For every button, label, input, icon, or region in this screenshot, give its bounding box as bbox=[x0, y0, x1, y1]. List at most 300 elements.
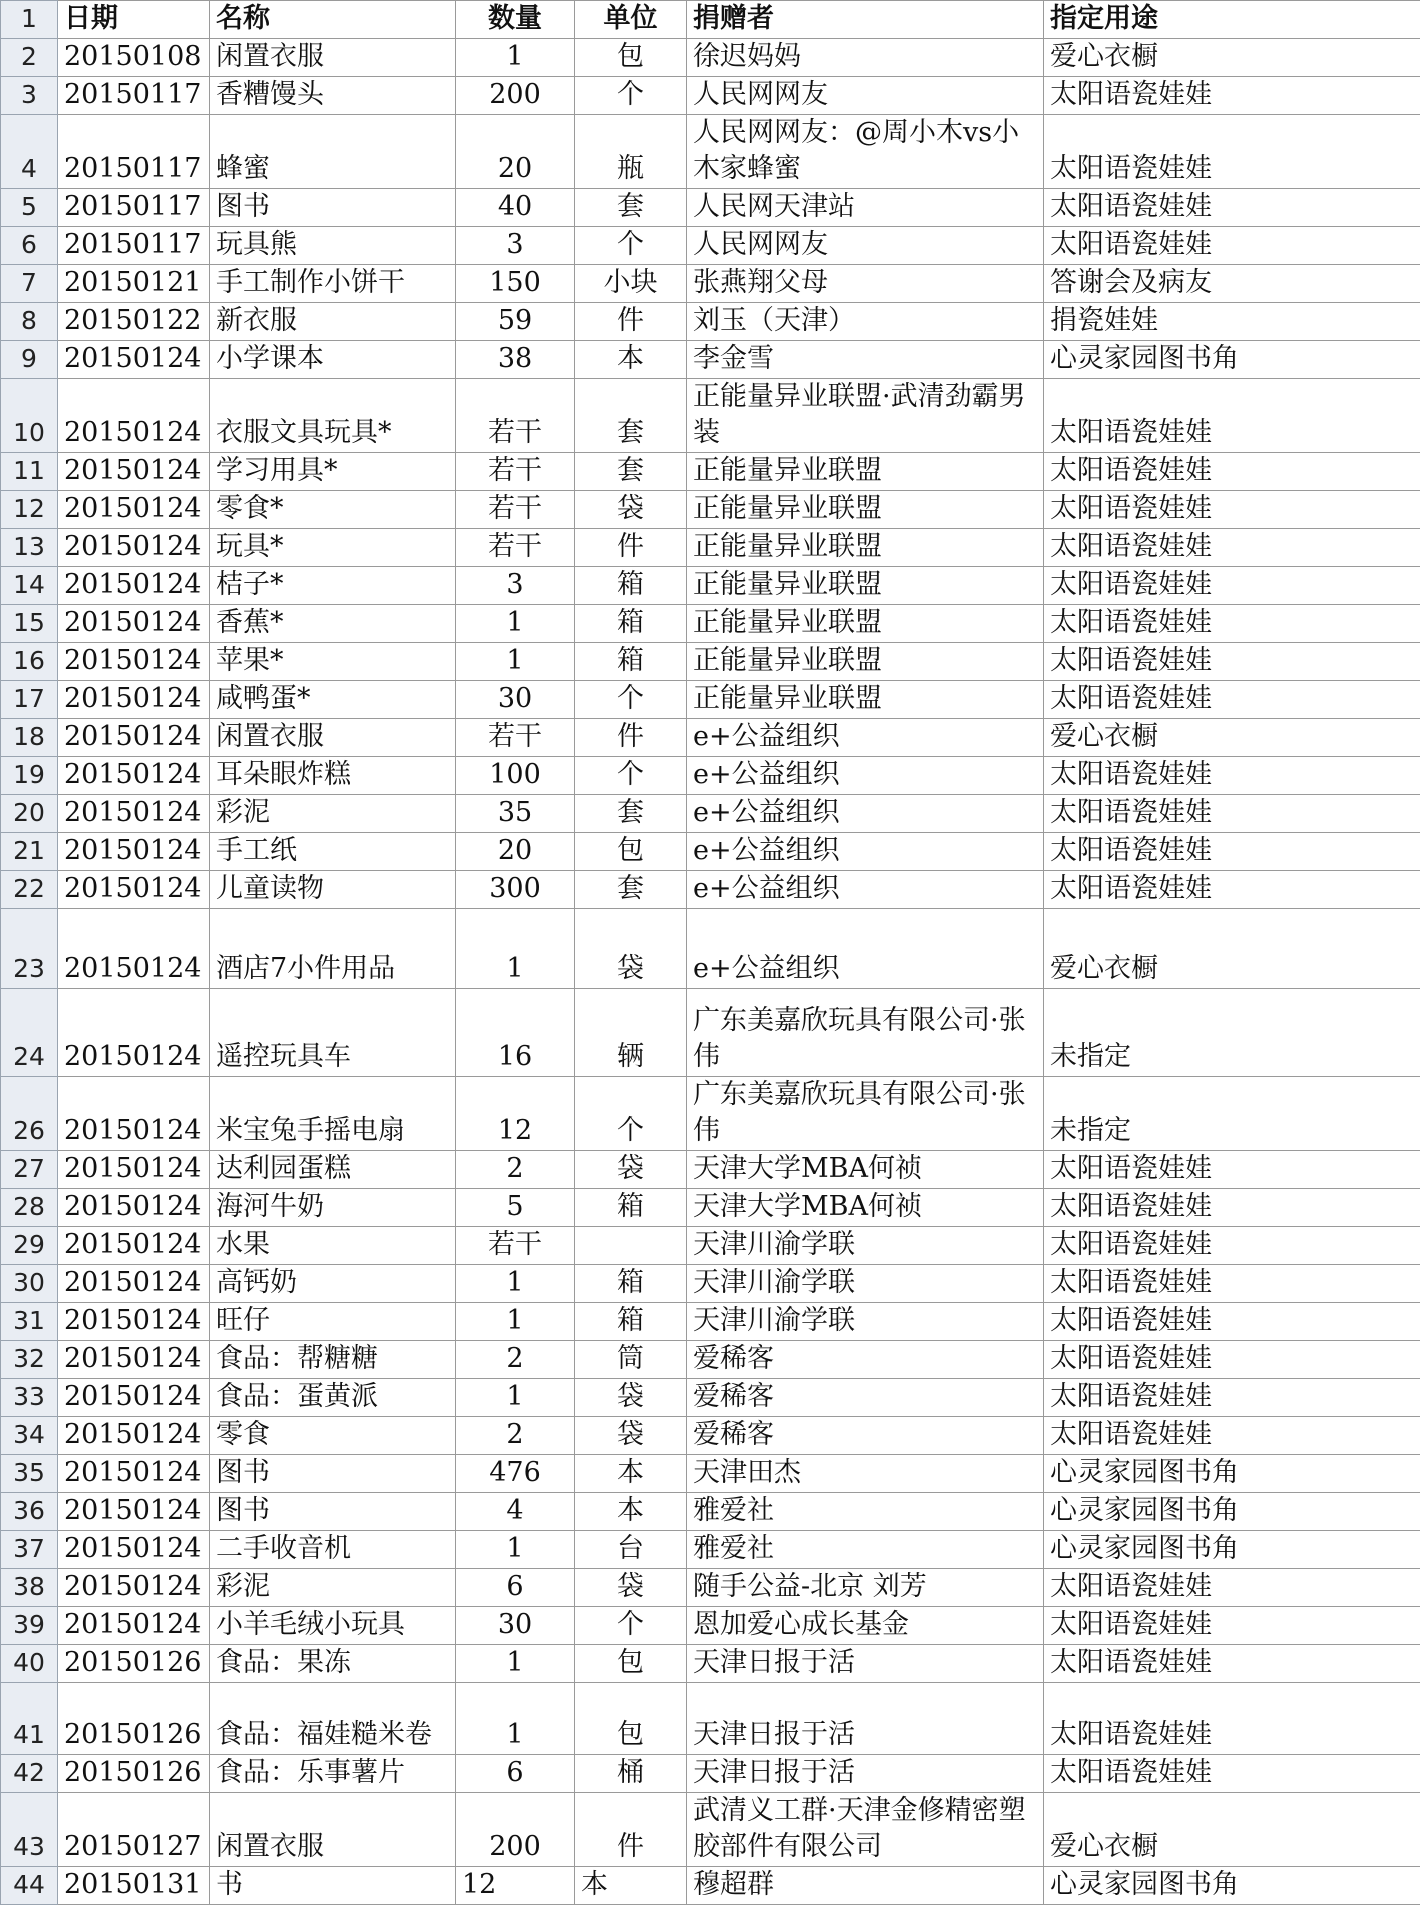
cell-use[interactable]: 心灵家园图书角 bbox=[1044, 1493, 1420, 1531]
cell-use[interactable]: 答谢会及病友 bbox=[1044, 265, 1420, 303]
row-number[interactable]: 24 bbox=[1, 989, 58, 1077]
row-number[interactable]: 30 bbox=[1, 1265, 58, 1303]
row-number[interactable]: 26 bbox=[1, 1077, 58, 1151]
cell-unit[interactable]: 袋 bbox=[575, 1379, 687, 1417]
cell-unit[interactable]: 本 bbox=[575, 1493, 687, 1531]
cell-date[interactable]: 20150121 bbox=[58, 265, 210, 303]
cell-unit[interactable]: 包 bbox=[575, 833, 687, 871]
cell-unit[interactable]: 袋 bbox=[575, 1569, 687, 1607]
cell-quantity[interactable]: 200 bbox=[456, 77, 575, 115]
cell-use[interactable]: 太阳语瓷娃娃 bbox=[1044, 1303, 1420, 1341]
cell-donor[interactable]: 恩加爱心成长基金 bbox=[687, 1607, 1044, 1645]
cell-unit[interactable]: 辆 bbox=[575, 989, 687, 1077]
cell-date[interactable]: 20150117 bbox=[58, 189, 210, 227]
row-number[interactable]: 20 bbox=[1, 795, 58, 833]
cell-date[interactable]: 20150124 bbox=[58, 795, 210, 833]
cell-quantity[interactable]: 若干 bbox=[456, 379, 575, 453]
row-number[interactable]: 40 bbox=[1, 1645, 58, 1683]
row-number[interactable]: 18 bbox=[1, 719, 58, 757]
cell-use[interactable]: 心灵家园图书角 bbox=[1044, 1455, 1420, 1493]
cell-name[interactable]: 手工制作小饼干 bbox=[210, 265, 456, 303]
cell-quantity[interactable]: 若干 bbox=[456, 491, 575, 529]
cell-unit[interactable]: 袋 bbox=[575, 909, 687, 989]
cell-use[interactable]: 太阳语瓷娃娃 bbox=[1044, 1569, 1420, 1607]
cell-quantity[interactable]: 3 bbox=[456, 567, 575, 605]
cell-date[interactable]: 20150124 bbox=[58, 1455, 210, 1493]
cell-donor[interactable]: 正能量异业联盟 bbox=[687, 491, 1044, 529]
cell-use[interactable]: 太阳语瓷娃娃 bbox=[1044, 1683, 1420, 1755]
cell-date[interactable]: 20150124 bbox=[58, 529, 210, 567]
cell-name[interactable]: 二手收音机 bbox=[210, 1531, 456, 1569]
cell-date[interactable]: 20150126 bbox=[58, 1645, 210, 1683]
cell-unit[interactable]: 套 bbox=[575, 453, 687, 491]
cell-use[interactable]: 心灵家园图书角 bbox=[1044, 1867, 1420, 1905]
cell-donor[interactable]: 天津日报于活 bbox=[687, 1755, 1044, 1793]
cell-donor[interactable]: 雅爱社 bbox=[687, 1531, 1044, 1569]
cell-use[interactable]: 太阳语瓷娃娃 bbox=[1044, 189, 1420, 227]
cell-name[interactable]: 彩泥 bbox=[210, 795, 456, 833]
cell-name[interactable]: 手工纸 bbox=[210, 833, 456, 871]
row-number[interactable]: 7 bbox=[1, 265, 58, 303]
cell-name[interactable]: 桔子* bbox=[210, 567, 456, 605]
cell-name[interactable]: 衣服文具玩具* bbox=[210, 379, 456, 453]
cell-unit[interactable]: 个 bbox=[575, 227, 687, 265]
cell-date[interactable]: 20150108 bbox=[58, 39, 210, 77]
row-number[interactable]: 32 bbox=[1, 1341, 58, 1379]
cell-quantity[interactable]: 30 bbox=[456, 681, 575, 719]
cell-date[interactable]: 20150124 bbox=[58, 1151, 210, 1189]
cell-name[interactable]: 小羊毛绒小玩具 bbox=[210, 1607, 456, 1645]
cell-quantity[interactable]: 1 bbox=[456, 909, 575, 989]
cell-quantity[interactable]: 59 bbox=[456, 303, 575, 341]
cell-unit[interactable]: 箱 bbox=[575, 605, 687, 643]
cell-date[interactable]: 20150124 bbox=[58, 1607, 210, 1645]
cell-quantity[interactable]: 476 bbox=[456, 1455, 575, 1493]
cell-quantity[interactable]: 4 bbox=[456, 1493, 575, 1531]
row-number[interactable]: 42 bbox=[1, 1755, 58, 1793]
cell-use[interactable]: 捐瓷娃娃 bbox=[1044, 303, 1420, 341]
cell-donor[interactable]: e+公益组织 bbox=[687, 719, 1044, 757]
row-number[interactable]: 41 bbox=[1, 1683, 58, 1755]
column-header-unit[interactable]: 单位 bbox=[575, 1, 687, 39]
cell-use[interactable]: 心灵家园图书角 bbox=[1044, 341, 1420, 379]
cell-quantity[interactable]: 1 bbox=[456, 1379, 575, 1417]
cell-quantity[interactable]: 40 bbox=[456, 189, 575, 227]
cell-unit[interactable]: 小块 bbox=[575, 265, 687, 303]
cell-unit[interactable]: 个 bbox=[575, 1607, 687, 1645]
cell-quantity[interactable]: 200 bbox=[456, 1793, 575, 1867]
cell-name[interactable]: 书 bbox=[210, 1867, 456, 1905]
cell-name[interactable]: 食品：果冻 bbox=[210, 1645, 456, 1683]
cell-name[interactable]: 香蕉* bbox=[210, 605, 456, 643]
cell-quantity[interactable]: 1 bbox=[456, 1531, 575, 1569]
cell-name[interactable]: 高钙奶 bbox=[210, 1265, 456, 1303]
cell-use[interactable]: 太阳语瓷娃娃 bbox=[1044, 833, 1420, 871]
cell-name[interactable]: 玩具* bbox=[210, 529, 456, 567]
cell-date[interactable]: 20150124 bbox=[58, 1569, 210, 1607]
cell-donor[interactable]: 雅爱社 bbox=[687, 1493, 1044, 1531]
cell-use[interactable]: 太阳语瓷娃娃 bbox=[1044, 529, 1420, 567]
cell-name[interactable]: 闲置衣服 bbox=[210, 1793, 456, 1867]
cell-use[interactable]: 太阳语瓷娃娃 bbox=[1044, 567, 1420, 605]
cell-use[interactable]: 太阳语瓷娃娃 bbox=[1044, 227, 1420, 265]
cell-use[interactable]: 太阳语瓷娃娃 bbox=[1044, 1417, 1420, 1455]
row-number[interactable]: 2 bbox=[1, 39, 58, 77]
cell-use[interactable]: 太阳语瓷娃娃 bbox=[1044, 1755, 1420, 1793]
cell-date[interactable]: 20150124 bbox=[58, 1189, 210, 1227]
cell-unit[interactable] bbox=[575, 1227, 687, 1265]
row-number[interactable]: 16 bbox=[1, 643, 58, 681]
column-header-use[interactable]: 指定用途 bbox=[1044, 1, 1420, 39]
cell-quantity[interactable]: 6 bbox=[456, 1755, 575, 1793]
cell-use[interactable]: 太阳语瓷娃娃 bbox=[1044, 491, 1420, 529]
cell-date[interactable]: 20150124 bbox=[58, 1379, 210, 1417]
cell-name[interactable]: 香糟馒头 bbox=[210, 77, 456, 115]
cell-name[interactable]: 遥控玩具车 bbox=[210, 989, 456, 1077]
cell-donor[interactable]: 正能量异业联盟 bbox=[687, 567, 1044, 605]
cell-unit[interactable]: 箱 bbox=[575, 1303, 687, 1341]
cell-quantity[interactable]: 若干 bbox=[456, 453, 575, 491]
cell-date[interactable]: 20150122 bbox=[58, 303, 210, 341]
cell-unit[interactable]: 本 bbox=[575, 1867, 687, 1905]
cell-quantity[interactable]: 35 bbox=[456, 795, 575, 833]
cell-donor[interactable]: e+公益组织 bbox=[687, 795, 1044, 833]
cell-date[interactable]: 20150124 bbox=[58, 1303, 210, 1341]
cell-donor[interactable]: e+公益组织 bbox=[687, 833, 1044, 871]
cell-use[interactable]: 太阳语瓷娃娃 bbox=[1044, 1607, 1420, 1645]
cell-date[interactable]: 20150124 bbox=[58, 989, 210, 1077]
cell-quantity[interactable]: 5 bbox=[456, 1189, 575, 1227]
cell-name[interactable]: 玩具熊 bbox=[210, 227, 456, 265]
cell-use[interactable]: 太阳语瓷娃娃 bbox=[1044, 681, 1420, 719]
row-number[interactable]: 13 bbox=[1, 529, 58, 567]
cell-quantity[interactable]: 20 bbox=[456, 115, 575, 189]
row-number[interactable]: 21 bbox=[1, 833, 58, 871]
cell-date[interactable]: 20150117 bbox=[58, 77, 210, 115]
cell-unit[interactable]: 台 bbox=[575, 1531, 687, 1569]
cell-name[interactable]: 食品：帮糖糖 bbox=[210, 1341, 456, 1379]
cell-quantity[interactable]: 30 bbox=[456, 1607, 575, 1645]
row-number[interactable]: 12 bbox=[1, 491, 58, 529]
cell-quantity[interactable]: 16 bbox=[456, 989, 575, 1077]
cell-donor[interactable]: 天津大学MBA何祯 bbox=[687, 1151, 1044, 1189]
cell-donor[interactable]: 刘玉（天津） bbox=[687, 303, 1044, 341]
cell-name[interactable]: 食品：福娃糙米卷 bbox=[210, 1683, 456, 1755]
cell-date[interactable]: 20150124 bbox=[58, 681, 210, 719]
cell-date[interactable]: 20150124 bbox=[58, 1265, 210, 1303]
cell-unit[interactable]: 套 bbox=[575, 795, 687, 833]
cell-date[interactable]: 20150124 bbox=[58, 833, 210, 871]
row-number[interactable]: 31 bbox=[1, 1303, 58, 1341]
cell-unit[interactable]: 件 bbox=[575, 1793, 687, 1867]
cell-date[interactable]: 20150117 bbox=[58, 115, 210, 189]
cell-quantity[interactable]: 1 bbox=[456, 39, 575, 77]
cell-quantity[interactable]: 1 bbox=[456, 1265, 575, 1303]
cell-donor[interactable]: 徐迟妈妈 bbox=[687, 39, 1044, 77]
cell-unit[interactable]: 包 bbox=[575, 39, 687, 77]
cell-date[interactable]: 20150124 bbox=[58, 719, 210, 757]
row-number[interactable]: 10 bbox=[1, 379, 58, 453]
cell-use[interactable]: 未指定 bbox=[1044, 989, 1420, 1077]
row-number[interactable]: 39 bbox=[1, 1607, 58, 1645]
row-number[interactable]: 19 bbox=[1, 757, 58, 795]
cell-unit[interactable]: 箱 bbox=[575, 643, 687, 681]
cell-name[interactable]: 酒店7小件用品 bbox=[210, 909, 456, 989]
cell-name[interactable]: 旺仔 bbox=[210, 1303, 456, 1341]
cell-date[interactable]: 20150117 bbox=[58, 227, 210, 265]
cell-name[interactable]: 食品：乐事薯片 bbox=[210, 1755, 456, 1793]
cell-name[interactable]: 水果 bbox=[210, 1227, 456, 1265]
cell-name[interactable]: 彩泥 bbox=[210, 1569, 456, 1607]
cell-donor[interactable]: 天津川渝学联 bbox=[687, 1227, 1044, 1265]
cell-date[interactable]: 20150126 bbox=[58, 1683, 210, 1755]
row-number[interactable]: 8 bbox=[1, 303, 58, 341]
cell-donor[interactable]: 穆超群 bbox=[687, 1867, 1044, 1905]
cell-unit[interactable]: 箱 bbox=[575, 1265, 687, 1303]
column-header-quantity[interactable]: 数量 bbox=[456, 1, 575, 39]
row-number[interactable]: 14 bbox=[1, 567, 58, 605]
cell-donor[interactable]: 天津大学MBA何祯 bbox=[687, 1189, 1044, 1227]
cell-date[interactable]: 20150127 bbox=[58, 1793, 210, 1867]
row-number[interactable]: 28 bbox=[1, 1189, 58, 1227]
cell-use[interactable]: 爱心衣橱 bbox=[1044, 909, 1420, 989]
cell-use[interactable]: 太阳语瓷娃娃 bbox=[1044, 1645, 1420, 1683]
cell-name[interactable]: 闲置衣服 bbox=[210, 719, 456, 757]
cell-unit[interactable]: 筒 bbox=[575, 1341, 687, 1379]
cell-unit[interactable]: 本 bbox=[575, 1455, 687, 1493]
cell-date[interactable]: 20150124 bbox=[58, 605, 210, 643]
cell-quantity[interactable]: 若干 bbox=[456, 1227, 575, 1265]
cell-name[interactable]: 食品：蛋黄派 bbox=[210, 1379, 456, 1417]
cell-quantity[interactable]: 2 bbox=[456, 1341, 575, 1379]
cell-use[interactable]: 太阳语瓷娃娃 bbox=[1044, 757, 1420, 795]
cell-unit[interactable]: 件 bbox=[575, 719, 687, 757]
cell-use[interactable]: 太阳语瓷娃娃 bbox=[1044, 453, 1420, 491]
cell-donor[interactable]: 正能量异业联盟 bbox=[687, 453, 1044, 491]
cell-name[interactable]: 蜂蜜 bbox=[210, 115, 456, 189]
cell-name[interactable]: 图书 bbox=[210, 189, 456, 227]
row-number[interactable]: 23 bbox=[1, 909, 58, 989]
row-number[interactable]: 9 bbox=[1, 341, 58, 379]
cell-donor[interactable]: 广东美嘉欣玩具有限公司·张伟 bbox=[687, 989, 1044, 1077]
cell-quantity[interactable]: 2 bbox=[456, 1417, 575, 1455]
cell-quantity[interactable]: 若干 bbox=[456, 719, 575, 757]
cell-date[interactable]: 20150131 bbox=[58, 1867, 210, 1905]
cell-date[interactable]: 20150124 bbox=[58, 871, 210, 909]
cell-donor[interactable]: 正能量异业联盟·武清劲霸男装 bbox=[687, 379, 1044, 453]
row-number[interactable]: 36 bbox=[1, 1493, 58, 1531]
cell-donor[interactable]: 爱稀客 bbox=[687, 1341, 1044, 1379]
cell-quantity[interactable]: 3 bbox=[456, 227, 575, 265]
cell-date[interactable]: 20150124 bbox=[58, 1531, 210, 1569]
cell-name[interactable]: 儿童读物 bbox=[210, 871, 456, 909]
row-number[interactable]: 43 bbox=[1, 1793, 58, 1867]
cell-quantity[interactable]: 12 bbox=[456, 1077, 575, 1151]
cell-date[interactable]: 20150124 bbox=[58, 757, 210, 795]
cell-use[interactable]: 太阳语瓷娃娃 bbox=[1044, 77, 1420, 115]
cell-donor[interactable]: e+公益组织 bbox=[687, 909, 1044, 989]
cell-date[interactable]: 20150124 bbox=[58, 909, 210, 989]
cell-name[interactable]: 海河牛奶 bbox=[210, 1189, 456, 1227]
column-header-donor[interactable]: 捐赠者 bbox=[687, 1, 1044, 39]
cell-use[interactable]: 太阳语瓷娃娃 bbox=[1044, 1341, 1420, 1379]
cell-date[interactable]: 20150124 bbox=[58, 1493, 210, 1531]
cell-use[interactable]: 太阳语瓷娃娃 bbox=[1044, 1379, 1420, 1417]
cell-donor[interactable]: 正能量异业联盟 bbox=[687, 529, 1044, 567]
cell-unit[interactable]: 箱 bbox=[575, 1189, 687, 1227]
cell-quantity[interactable]: 6 bbox=[456, 1569, 575, 1607]
cell-name[interactable]: 达利园蛋糕 bbox=[210, 1151, 456, 1189]
cell-quantity[interactable]: 1 bbox=[456, 1683, 575, 1755]
cell-donor[interactable]: 人民网网友 bbox=[687, 227, 1044, 265]
cell-date[interactable]: 20150124 bbox=[58, 1417, 210, 1455]
cell-unit[interactable]: 套 bbox=[575, 189, 687, 227]
cell-unit[interactable]: 包 bbox=[575, 1645, 687, 1683]
cell-donor[interactable]: 李金雪 bbox=[687, 341, 1044, 379]
cell-quantity[interactable]: 300 bbox=[456, 871, 575, 909]
cell-donor[interactable]: 天津日报于活 bbox=[687, 1683, 1044, 1755]
row-number[interactable]: 17 bbox=[1, 681, 58, 719]
cell-unit[interactable]: 袋 bbox=[575, 1417, 687, 1455]
cell-quantity[interactable]: 2 bbox=[456, 1151, 575, 1189]
row-number[interactable]: 3 bbox=[1, 77, 58, 115]
cell-name[interactable]: 耳朵眼炸糕 bbox=[210, 757, 456, 795]
cell-date[interactable]: 20150124 bbox=[58, 379, 210, 453]
cell-date[interactable]: 20150124 bbox=[58, 491, 210, 529]
cell-name[interactable]: 零食 bbox=[210, 1417, 456, 1455]
cell-donor[interactable]: 正能量异业联盟 bbox=[687, 643, 1044, 681]
row-number[interactable]: 4 bbox=[1, 115, 58, 189]
cell-unit[interactable]: 瓶 bbox=[575, 115, 687, 189]
cell-unit[interactable]: 包 bbox=[575, 1683, 687, 1755]
cell-name[interactable]: 米宝兔手摇电扇 bbox=[210, 1077, 456, 1151]
cell-name[interactable]: 学习用具* bbox=[210, 453, 456, 491]
row-number[interactable]: 29 bbox=[1, 1227, 58, 1265]
cell-donor[interactable]: 正能量异业联盟 bbox=[687, 605, 1044, 643]
cell-donor[interactable]: 天津田杰 bbox=[687, 1455, 1044, 1493]
row-number[interactable]: 27 bbox=[1, 1151, 58, 1189]
cell-donor[interactable]: 天津日报于活 bbox=[687, 1645, 1044, 1683]
cell-use[interactable]: 太阳语瓷娃娃 bbox=[1044, 379, 1420, 453]
cell-donor[interactable]: 天津川渝学联 bbox=[687, 1265, 1044, 1303]
row-number[interactable]: 11 bbox=[1, 453, 58, 491]
cell-donor[interactable]: 人民网天津站 bbox=[687, 189, 1044, 227]
cell-quantity[interactable]: 1 bbox=[456, 643, 575, 681]
cell-unit[interactable]: 袋 bbox=[575, 1151, 687, 1189]
cell-date[interactable]: 20150124 bbox=[58, 341, 210, 379]
cell-donor[interactable]: 张燕翔父母 bbox=[687, 265, 1044, 303]
cell-name[interactable]: 图书 bbox=[210, 1493, 456, 1531]
cell-donor[interactable]: 人民网网友：@周小木vs小木家蜂蜜 bbox=[687, 115, 1044, 189]
row-number[interactable]: 15 bbox=[1, 605, 58, 643]
cell-date[interactable]: 20150126 bbox=[58, 1755, 210, 1793]
cell-unit[interactable]: 个 bbox=[575, 757, 687, 795]
cell-name[interactable]: 零食* bbox=[210, 491, 456, 529]
cell-donor[interactable]: 随手公益-北京 刘芳 bbox=[687, 1569, 1044, 1607]
row-number[interactable]: 37 bbox=[1, 1531, 58, 1569]
cell-use[interactable]: 太阳语瓷娃娃 bbox=[1044, 871, 1420, 909]
cell-donor[interactable]: 广东美嘉欣玩具有限公司·张伟 bbox=[687, 1077, 1044, 1151]
row-number[interactable]: 6 bbox=[1, 227, 58, 265]
row-number[interactable]: 34 bbox=[1, 1417, 58, 1455]
cell-use[interactable]: 爱心衣橱 bbox=[1044, 719, 1420, 757]
cell-date[interactable]: 20150124 bbox=[58, 1341, 210, 1379]
cell-use[interactable]: 太阳语瓷娃娃 bbox=[1044, 795, 1420, 833]
cell-unit[interactable]: 桶 bbox=[575, 1755, 687, 1793]
cell-quantity[interactable]: 38 bbox=[456, 341, 575, 379]
cell-unit[interactable]: 套 bbox=[575, 871, 687, 909]
cell-use[interactable]: 太阳语瓷娃娃 bbox=[1044, 1265, 1420, 1303]
cell-quantity[interactable]: 150 bbox=[456, 265, 575, 303]
cell-use[interactable]: 爱心衣橱 bbox=[1044, 39, 1420, 77]
row-number[interactable]: 38 bbox=[1, 1569, 58, 1607]
cell-unit[interactable]: 套 bbox=[575, 379, 687, 453]
cell-use[interactable]: 太阳语瓷娃娃 bbox=[1044, 115, 1420, 189]
cell-unit[interactable]: 袋 bbox=[575, 491, 687, 529]
cell-quantity[interactable]: 1 bbox=[456, 1645, 575, 1683]
cell-donor[interactable]: 爱稀客 bbox=[687, 1417, 1044, 1455]
cell-unit[interactable]: 个 bbox=[575, 77, 687, 115]
cell-use[interactable]: 太阳语瓷娃娃 bbox=[1044, 1189, 1420, 1227]
cell-name[interactable]: 新衣服 bbox=[210, 303, 456, 341]
cell-name[interactable]: 苹果* bbox=[210, 643, 456, 681]
cell-unit[interactable]: 本 bbox=[575, 341, 687, 379]
cell-quantity[interactable]: 若干 bbox=[456, 529, 575, 567]
cell-use[interactable]: 太阳语瓷娃娃 bbox=[1044, 1151, 1420, 1189]
cell-use[interactable]: 爱心衣橱 bbox=[1044, 1793, 1420, 1867]
cell-name[interactable]: 闲置衣服 bbox=[210, 39, 456, 77]
cell-quantity[interactable]: 1 bbox=[456, 1303, 575, 1341]
cell-date[interactable]: 20150124 bbox=[58, 643, 210, 681]
cell-unit[interactable]: 个 bbox=[575, 681, 687, 719]
row-number[interactable]: 33 bbox=[1, 1379, 58, 1417]
column-header-date[interactable]: 日期 bbox=[58, 1, 210, 39]
cell-use[interactable]: 太阳语瓷娃娃 bbox=[1044, 605, 1420, 643]
cell-use[interactable]: 太阳语瓷娃娃 bbox=[1044, 1227, 1420, 1265]
cell-donor[interactable]: e+公益组织 bbox=[687, 757, 1044, 795]
cell-quantity[interactable]: 20 bbox=[456, 833, 575, 871]
cell-donor[interactable]: 武清义工群·天津金修精密塑胶部件有限公司 bbox=[687, 1793, 1044, 1867]
cell-name[interactable]: 图书 bbox=[210, 1455, 456, 1493]
cell-date[interactable]: 20150124 bbox=[58, 453, 210, 491]
cell-use[interactable]: 太阳语瓷娃娃 bbox=[1044, 643, 1420, 681]
cell-donor[interactable]: e+公益组织 bbox=[687, 871, 1044, 909]
cell-use[interactable]: 未指定 bbox=[1044, 1077, 1420, 1151]
cell-date[interactable]: 20150124 bbox=[58, 1077, 210, 1151]
row-number[interactable]: 22 bbox=[1, 871, 58, 909]
cell-date[interactable]: 20150124 bbox=[58, 567, 210, 605]
row-number[interactable]: 35 bbox=[1, 1455, 58, 1493]
cell-unit[interactable]: 件 bbox=[575, 529, 687, 567]
row-number[interactable]: 5 bbox=[1, 189, 58, 227]
cell-name[interactable]: 咸鸭蛋* bbox=[210, 681, 456, 719]
cell-name[interactable]: 小学课本 bbox=[210, 341, 456, 379]
column-header-name[interactable]: 名称 bbox=[210, 1, 456, 39]
cell-donor[interactable]: 正能量异业联盟 bbox=[687, 681, 1044, 719]
cell-donor[interactable]: 人民网网友 bbox=[687, 77, 1044, 115]
cell-quantity[interactable]: 100 bbox=[456, 757, 575, 795]
row-number[interactable]: 44 bbox=[1, 1867, 58, 1905]
cell-donor[interactable]: 天津川渝学联 bbox=[687, 1303, 1044, 1341]
cell-unit[interactable]: 个 bbox=[575, 1077, 687, 1151]
cell-quantity[interactable]: 1 bbox=[456, 605, 575, 643]
cell-donor[interactable]: 爱稀客 bbox=[687, 1379, 1044, 1417]
cell-unit[interactable]: 件 bbox=[575, 303, 687, 341]
row-number[interactable]: 1 bbox=[1, 1, 58, 39]
cell-quantity[interactable]: 12 bbox=[456, 1867, 575, 1905]
cell-date[interactable]: 20150124 bbox=[58, 1227, 210, 1265]
cell-unit[interactable]: 箱 bbox=[575, 567, 687, 605]
